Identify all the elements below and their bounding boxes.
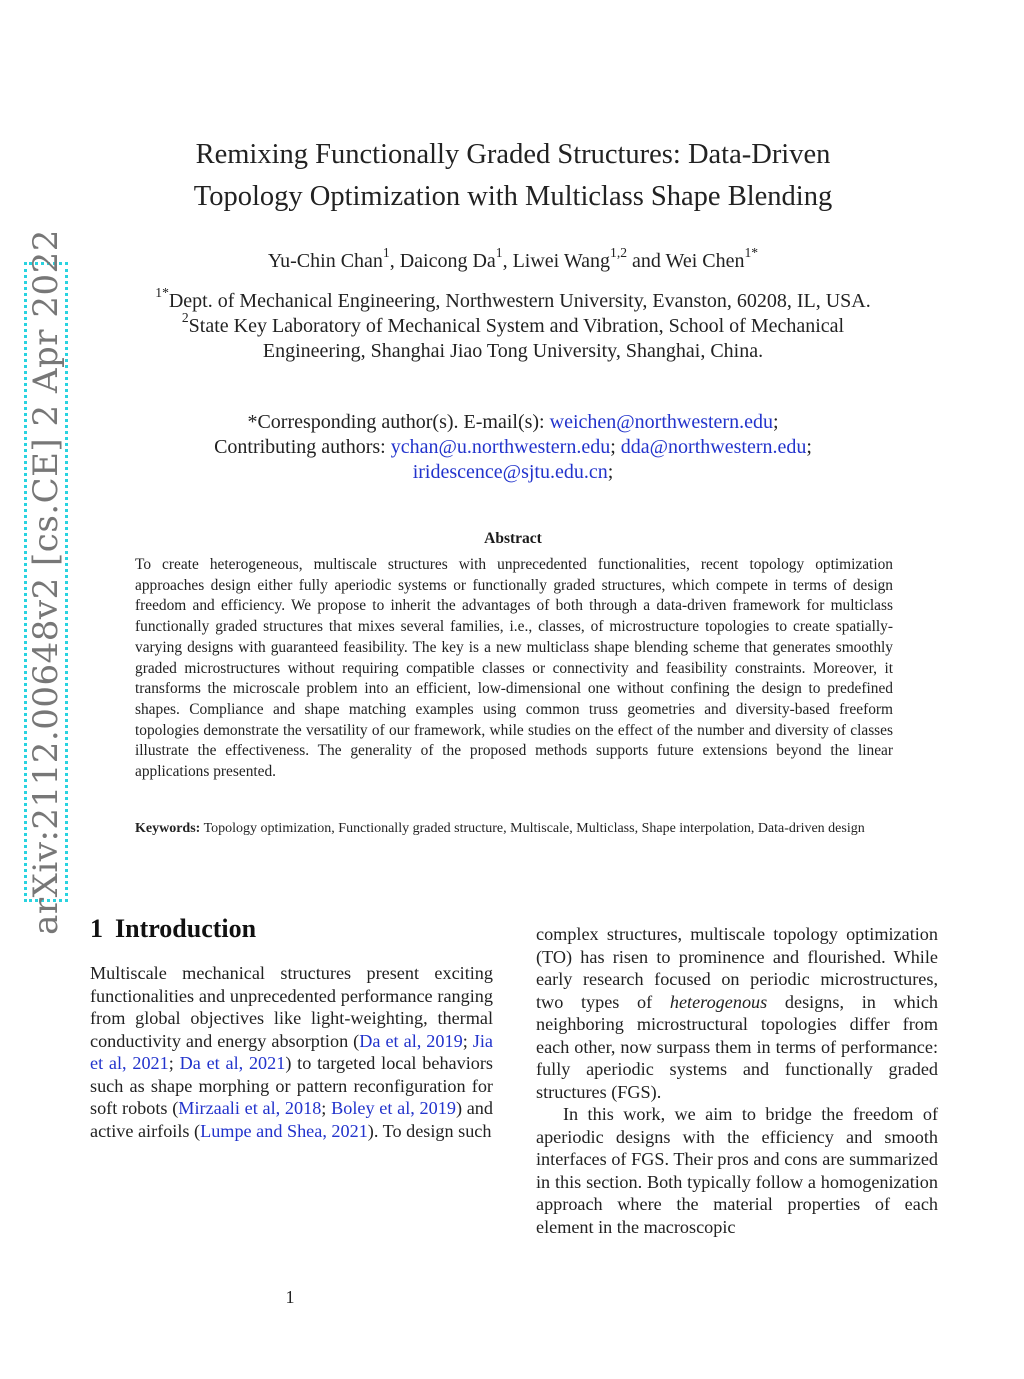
section-title: Introduction xyxy=(115,914,257,943)
title-line-1: Remixing Functionally Graded Structures: Data-Driven xyxy=(195,139,831,170)
section-number: 1 xyxy=(90,914,103,943)
contributing-authors-line-2: iridescence@sjtu.edu.cn; xyxy=(412,461,614,483)
email-link[interactable]: dda@northwestern.edu xyxy=(620,436,807,458)
affiliation-line: $^{1*}$Dept. of Mechanical Engineering, Northwestern University, Evanston, 60208, IL, USA. xyxy=(155,284,871,312)
contributing-authors-line: Contributing authors: ychan@u.northwestern.edu; dda@northwestern.edu; xyxy=(214,436,812,458)
title-line-2: Topology Optimization with Multiclass Shape Blending xyxy=(193,181,833,212)
author-separator: , xyxy=(389,250,400,272)
affiliation-line: Engineering, Shanghai Jiao Tong University, Shanghai, China. xyxy=(262,340,764,362)
arxiv-identifier: arXiv:2112.00648v2 [cs.CE] 2 Apr 2022 xyxy=(26,229,66,935)
section-heading xyxy=(90,914,256,944)
affiliation-sup: 1* xyxy=(155,284,169,300)
intro-paragraph: complex structures, multiscale topology optimization (TO) has risen to prominence and flourished. While early research focused on periodic microstructures, two types of heterogenous designs, in which neighboring microstructural topologies differ from each other, now surpass them in terms of performance: fully aperiodic systems and functionally graded structures (FGS). xyxy=(536,924,938,1102)
author-affil-sup: 1,2 xyxy=(610,244,628,260)
keywords-label: Keywords: xyxy=(135,821,201,836)
citation-link[interactable]: Da et al, 2019 xyxy=(359,1030,463,1051)
intro-paragraph: Multiscale mechanical structures present exciting functionalities and unprecedented performance ranging from global objectives like light-weighting, thermal conductivity and energy absorption (Da et al, 2019; Jia et al, 2021; Da et al, 2021) to targeted local behaviors such as shape morphing or pattern reconfiguration for soft robots (Mirzaali et al, 2018; Boley et al, 2019) and active airfoils (Lumpe and Shea, 2021). To design such xyxy=(90,963,493,1141)
citation-link[interactable]: Mirzaali et al, 2018 xyxy=(178,1098,322,1118)
author-name: Daicong Da xyxy=(399,250,496,272)
arxiv-identifier-stamp xyxy=(24,229,68,935)
citation-link[interactable]: Da et al, 2021 xyxy=(179,1053,286,1073)
emphasis-text: heterogenous xyxy=(669,991,768,1012)
citation-link[interactable]: Boley et al, 2019 xyxy=(331,1098,456,1118)
author-conjunction: and xyxy=(627,250,666,272)
abstract-heading: Abstract xyxy=(484,530,542,547)
author-name: Yu-Chin Chan xyxy=(267,250,383,272)
intro-right-column xyxy=(536,923,938,1238)
affiliations xyxy=(100,284,926,364)
email-link[interactable]: ychan@u.northwestern.edu xyxy=(390,436,611,458)
intro-paragraph: In this work, we aim to bridge the freedom of aperiodic designs with the efficiency and smooth interfaces of FGS. Their pros and cons are summarized in this section. Both typically follow a homogenization approach where the material properties of each element in the macroscopic xyxy=(536,1104,938,1237)
author-affil-sup: 1 xyxy=(495,244,503,260)
email-link[interactable]: weichen@northwestern.edu xyxy=(549,411,773,433)
author-name: Liwei Wang xyxy=(512,250,611,272)
intro-left-column xyxy=(90,962,493,1142)
paper-title xyxy=(100,134,926,218)
citation-link[interactable]: Jia et al, 2021 xyxy=(90,1030,493,1073)
citation-link[interactable]: Lumpe and Shea, 2021 xyxy=(200,1120,368,1141)
author-list xyxy=(100,244,926,273)
author-affil-sup: 1 xyxy=(382,244,390,260)
author-name: Wei Chen xyxy=(665,250,745,272)
page-number: 1 xyxy=(285,1287,295,1307)
author-affil-sup: 1* xyxy=(744,244,759,260)
contact-emails xyxy=(100,410,926,485)
author-separator: , xyxy=(502,250,513,272)
corresponding-author-line: *Corresponding author(s). E-mail(s): weichen@northwestern.edu; xyxy=(247,411,779,433)
email-link[interactable]: iridescence@sjtu.edu.cn xyxy=(412,461,608,483)
affiliation-sup: 2 xyxy=(181,309,189,325)
abstract-text: To create heterogeneous, multiscale structures with unprecedented functionalities, recent topology optimization approaches design either fully aperiodic systems or functionally graded structures, which compete in terms of design freedom and efficiency. We propose to inherit the advantages of both through a data-driven framework for multiclass functionally graded structures that mixes several families, i.e., classes, of microstructure topologies to create spatially-varying designs with guaranteed feasibility. The key is a new multiclass shape blending scheme that generates smoothly graded microstructures without requiring compatible classes or connectivity and feasibility constraints. Moreover, it transforms the microscale problem into an efficient, low-dimensional one without confining the design to predefined shapes. Compliance and shape matching examples using common truss geometries and diversity-based freeform topologies demonstrate the versatility of our framework, while studies on the effect of the number and diversity of classes illustrate the effectiveness. The generality of the proposed methods supports future extensions beyond the linear applications presented. xyxy=(135,556,893,781)
keywords-list: Topology optimization, Functionally graded structure, Multiscale, Multiclass, Shape interpolation, Data-driven design xyxy=(200,821,865,836)
affiliation-line: $^2$State Key Laboratory of Mechanical System and Vibration, School of Mechanical xyxy=(181,309,845,337)
keywords xyxy=(135,820,893,838)
